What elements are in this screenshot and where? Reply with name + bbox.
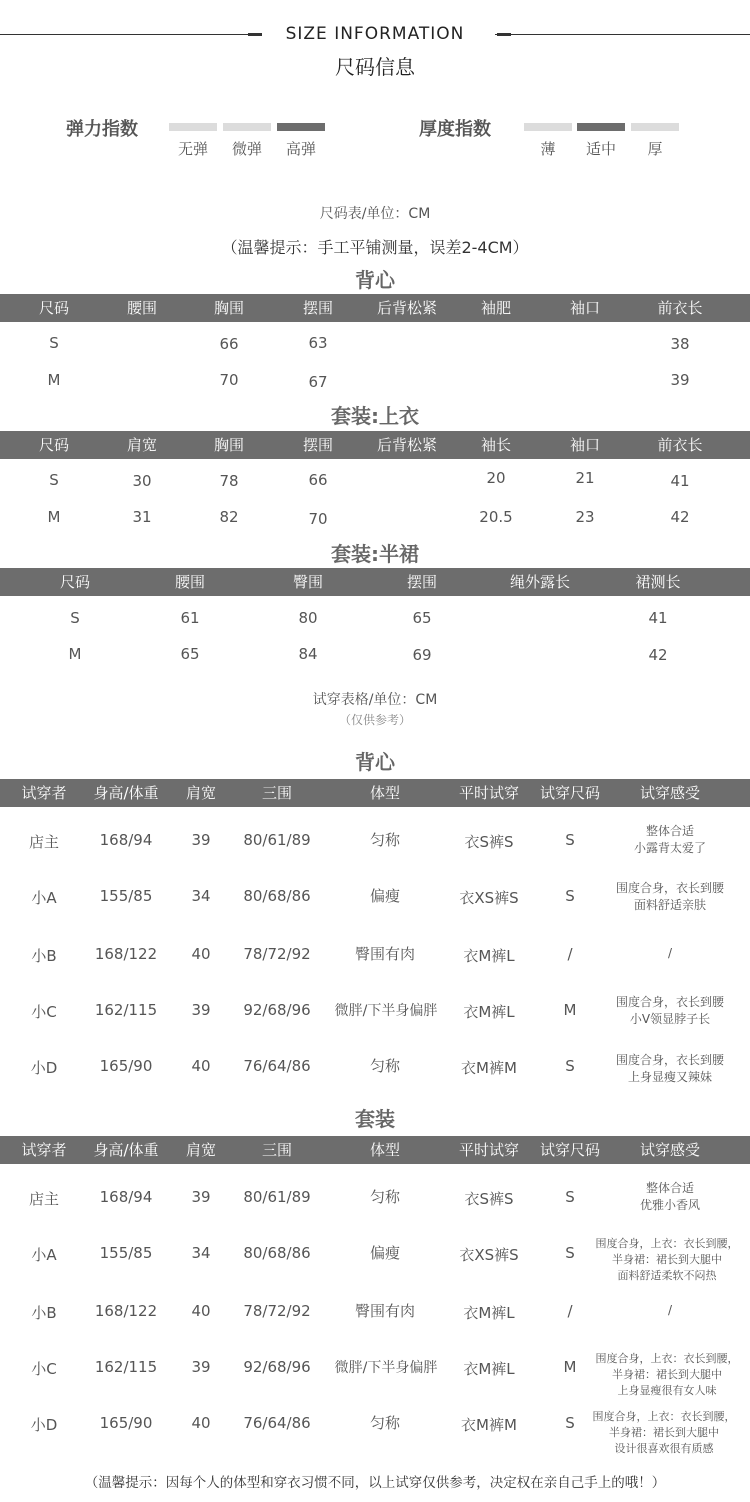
suit-top-header-cell: 胸围 bbox=[213, 436, 244, 454]
table-cell: 围度合身，上衣：衣长到腰， 半身裙：裙长到大腿中 设计很喜欢很有质感 bbox=[592, 1410, 736, 1455]
suit-skirt-header-cell: 臀围 bbox=[292, 573, 323, 591]
fitting-suit-title: 套装 bbox=[355, 1107, 395, 1131]
table-cell: 20.5 bbox=[479, 508, 513, 526]
table-cell: 匀称 bbox=[369, 831, 400, 849]
elasticity-option-high: 高弹 bbox=[285, 140, 316, 158]
thickness-option-thick: 厚 bbox=[647, 140, 663, 158]
table-cell: 65 bbox=[412, 609, 432, 627]
table-cell: 围度合身，衣长到腰 面料舒适亲肤 bbox=[615, 881, 724, 912]
size-chart-unit-note: 尺码表/单位：CM bbox=[319, 206, 431, 222]
table-cell: 155/85 bbox=[99, 887, 153, 905]
table-cell: / bbox=[667, 1303, 673, 1317]
fitting-header-cell: 平时试穿 bbox=[458, 1141, 519, 1159]
fitting-header-cell: 试穿尺码 bbox=[539, 1141, 600, 1159]
table-cell: 小C bbox=[31, 1003, 57, 1021]
table-cell: 80/68/86 bbox=[243, 1244, 311, 1262]
fitting-header-cell: 身高/体重 bbox=[93, 784, 159, 802]
suit-top-header-cell: 袖口 bbox=[569, 436, 600, 454]
table-cell: 155/85 bbox=[99, 1244, 153, 1262]
table-cell: 65 bbox=[180, 645, 200, 663]
vest-size-header-cell: 尺码 bbox=[38, 299, 69, 317]
table-cell: 34 bbox=[191, 1244, 211, 1262]
table-cell: 34 bbox=[191, 887, 211, 905]
table-cell: 40 bbox=[191, 1302, 211, 1320]
table-cell: 31 bbox=[132, 508, 152, 526]
table-cell: M bbox=[47, 371, 61, 389]
table-cell: 78 bbox=[219, 472, 239, 490]
fitting-vest-title: 背心 bbox=[355, 750, 395, 774]
fitting-header-cell: 体型 bbox=[369, 1141, 400, 1159]
thickness-option-thin: 薄 bbox=[540, 140, 556, 158]
table-cell: 84 bbox=[298, 645, 318, 663]
table-cell: 69 bbox=[412, 646, 432, 664]
table-cell: 42 bbox=[648, 646, 668, 664]
table-cell: 微胖/下半身偏胖 bbox=[334, 1360, 438, 1376]
suit-top-size-title: 套装:上衣 bbox=[331, 404, 419, 428]
table-cell: 20 bbox=[486, 469, 506, 487]
suit-skirt-size-header bbox=[0, 568, 750, 596]
vest-size-header-cell: 摆围 bbox=[302, 299, 333, 317]
table-cell: 21 bbox=[575, 469, 595, 487]
table-cell: 整体合适 小露背太爱了 bbox=[633, 824, 706, 855]
table-cell: 70 bbox=[308, 510, 328, 528]
suit-top-header-cell: 肩宽 bbox=[126, 436, 157, 454]
vest-size-header-cell: 袖口 bbox=[569, 299, 600, 317]
table-cell: 围度合身，衣长到腰 小V领显脖子长 bbox=[615, 995, 724, 1026]
table-cell: 23 bbox=[575, 508, 595, 526]
table-cell: S bbox=[565, 831, 575, 849]
thickness-label: 厚度指数 bbox=[419, 119, 491, 140]
table-cell: 店主 bbox=[28, 1190, 59, 1208]
table-cell: 66 bbox=[219, 335, 239, 353]
table-cell: 匀称 bbox=[369, 1057, 400, 1075]
table-cell: 衣M裤M bbox=[461, 1416, 517, 1434]
suit-skirt-header-cell: 绳外露长 bbox=[509, 573, 570, 591]
table-cell: 衣M裤L bbox=[463, 1304, 515, 1322]
vest-size-header-cell: 胸围 bbox=[213, 299, 244, 317]
fitting-suit-header bbox=[0, 1136, 750, 1164]
table-cell: S bbox=[49, 471, 59, 489]
table-cell: 小C bbox=[31, 1360, 57, 1378]
vest-size-header-cell: 腰围 bbox=[126, 299, 157, 317]
table-cell: 围度合身，衣长到腰 上身显瘦又辣妹 bbox=[615, 1053, 724, 1084]
table-cell: S bbox=[565, 1244, 575, 1262]
table-cell: 衣XS裤S bbox=[459, 889, 519, 907]
elasticity-option-slight: 微弹 bbox=[231, 140, 262, 158]
table-cell: 70 bbox=[219, 371, 239, 389]
table-cell: 40 bbox=[191, 1414, 211, 1432]
vest-size-title: 背心 bbox=[355, 268, 395, 292]
thickness-bar-medium bbox=[577, 123, 625, 131]
table-cell: M bbox=[47, 508, 61, 526]
table-cell: S bbox=[565, 1188, 575, 1206]
table-cell: 80/61/89 bbox=[243, 831, 311, 849]
table-cell: 小D bbox=[30, 1059, 58, 1077]
fitting-header-cell: 肩宽 bbox=[185, 784, 216, 802]
table-cell: 偏瘦 bbox=[369, 887, 400, 905]
table-cell: 小A bbox=[31, 1246, 57, 1264]
table-cell: 165/90 bbox=[99, 1414, 153, 1432]
table-cell: 92/68/96 bbox=[243, 1001, 311, 1019]
table-cell: 匀称 bbox=[369, 1414, 400, 1432]
table-cell: 衣M裤L bbox=[463, 1360, 515, 1378]
table-cell: 80/61/89 bbox=[243, 1188, 311, 1206]
fitting-header-cell: 试穿感受 bbox=[639, 784, 700, 802]
table-cell: 61 bbox=[180, 609, 200, 627]
fitting-header-cell: 试穿感受 bbox=[639, 1141, 700, 1159]
table-cell: 衣S裤S bbox=[464, 833, 514, 851]
table-cell: 66 bbox=[308, 471, 328, 489]
table-cell: / bbox=[567, 945, 573, 963]
table-cell: 衣M裤L bbox=[463, 947, 515, 965]
elasticity-bar-slight bbox=[223, 123, 271, 131]
table-cell: 168/94 bbox=[99, 831, 153, 849]
fitting-header-cell: 三围 bbox=[261, 784, 292, 802]
suit-skirt-size-title: 套装:半裙 bbox=[331, 542, 419, 566]
suit-top-header-cell: 前衣长 bbox=[657, 436, 703, 454]
table-cell: S bbox=[565, 887, 575, 905]
table-cell: 38 bbox=[670, 335, 690, 353]
table-cell: 小B bbox=[31, 1304, 57, 1322]
header-title-en: SIZE INFORMATION bbox=[285, 24, 465, 44]
fitting-header-cell: 肩宽 bbox=[185, 1141, 216, 1159]
suit-skirt-header-cell: 摆围 bbox=[406, 573, 437, 591]
table-cell: 39 bbox=[191, 831, 211, 849]
fitting-header-cell: 体型 bbox=[369, 784, 400, 802]
table-cell: S bbox=[565, 1057, 575, 1075]
table-cell: 41 bbox=[670, 472, 690, 490]
table-cell: 衣XS裤S bbox=[459, 1246, 519, 1264]
table-cell: 39 bbox=[191, 1188, 211, 1206]
table-cell: 围度合身，上衣：衣长到腰， 半身裙：裙长到大腿中 面料舒适柔软不闷热 bbox=[595, 1237, 739, 1282]
suit-top-header-cell: 后背松紧 bbox=[376, 436, 437, 454]
vest-size-header bbox=[0, 294, 750, 322]
table-cell: 40 bbox=[191, 945, 211, 963]
table-cell: 78/72/92 bbox=[243, 1302, 311, 1320]
fitting-header-cell: 身高/体重 bbox=[93, 1141, 159, 1159]
table-cell: 42 bbox=[670, 508, 690, 526]
table-cell: 168/94 bbox=[99, 1188, 153, 1206]
header-title-zh: 尺码信息 bbox=[335, 55, 415, 79]
suit-top-size-header bbox=[0, 431, 750, 459]
table-cell: 39 bbox=[191, 1358, 211, 1376]
table-cell: 40 bbox=[191, 1057, 211, 1075]
elasticity-bar-high bbox=[277, 123, 325, 131]
suit-skirt-header-cell: 裙测长 bbox=[635, 573, 681, 591]
table-cell: 168/122 bbox=[94, 945, 158, 963]
thickness-bar-thin bbox=[524, 123, 572, 131]
table-cell: 臀围有肉 bbox=[354, 945, 415, 963]
fitting-unit-note: 试穿表格/单位：CM bbox=[312, 692, 438, 708]
vest-size-header-cell: 后背松紧 bbox=[376, 299, 437, 317]
table-cell: 偏瘦 bbox=[369, 1244, 400, 1262]
suit-skirt-header-cell: 腰围 bbox=[174, 573, 205, 591]
thickness-option-medium: 适中 bbox=[585, 140, 616, 158]
table-cell: 衣M裤M bbox=[461, 1059, 517, 1077]
table-cell: S bbox=[565, 1414, 575, 1432]
table-cell: 小B bbox=[31, 947, 57, 965]
fitting-header-cell: 三围 bbox=[261, 1141, 292, 1159]
table-cell: M bbox=[68, 645, 82, 663]
table-cell: 76/64/86 bbox=[243, 1057, 311, 1075]
table-cell: 店主 bbox=[28, 833, 59, 851]
table-cell: 30 bbox=[132, 472, 152, 490]
fitting-header-cell: 试穿尺码 bbox=[539, 784, 600, 802]
table-cell: 围度合身，上衣：衣长到腰， 半身裙：裙长到大腿中 上身显瘦很有女人味 bbox=[595, 1352, 739, 1397]
fitting-header-cell: 试穿者 bbox=[21, 784, 67, 802]
fitting-header-cell: 平时试穿 bbox=[458, 784, 519, 802]
vest-size-header-cell: 前衣长 bbox=[657, 299, 703, 317]
table-cell: 小D bbox=[30, 1416, 58, 1434]
table-cell: 41 bbox=[648, 609, 668, 627]
table-cell: S bbox=[70, 609, 80, 627]
table-cell: 臀围有肉 bbox=[354, 1302, 415, 1320]
suit-top-header-cell: 摆围 bbox=[302, 436, 333, 454]
table-cell: / bbox=[667, 946, 673, 960]
fitting-vest-header bbox=[0, 779, 750, 807]
thickness-bar-thick bbox=[631, 123, 679, 131]
suit-top-header-cell: 尺码 bbox=[38, 436, 69, 454]
table-cell: 80/68/86 bbox=[243, 887, 311, 905]
elasticity-label: 弹力指数 bbox=[66, 119, 138, 140]
table-cell: M bbox=[563, 1001, 577, 1019]
table-cell: 76/64/86 bbox=[243, 1414, 311, 1432]
table-cell: 67 bbox=[308, 373, 328, 391]
suit-skirt-header-cell: 尺码 bbox=[59, 573, 90, 591]
table-cell: 82 bbox=[219, 508, 239, 526]
table-cell: 衣M裤L bbox=[463, 1003, 515, 1021]
table-cell: 165/90 bbox=[99, 1057, 153, 1075]
size-chart-tip: （温馨提示：手工平铺测量，误差2-4CM） bbox=[221, 238, 529, 257]
table-cell: 63 bbox=[308, 334, 328, 352]
fitting-header-cell: 试穿者 bbox=[21, 1141, 67, 1159]
table-cell: 92/68/96 bbox=[243, 1358, 311, 1376]
elasticity-bar-none bbox=[169, 123, 217, 131]
table-cell: 整体合适 优雅小香风 bbox=[639, 1181, 700, 1212]
table-cell: 168/122 bbox=[94, 1302, 158, 1320]
table-cell: 39 bbox=[191, 1001, 211, 1019]
fitting-ref-note: （仅供参考） bbox=[338, 713, 411, 727]
elasticity-option-none: 无弹 bbox=[177, 140, 208, 158]
suit-top-header-cell: 袖长 bbox=[480, 436, 511, 454]
table-cell: 小A bbox=[31, 889, 57, 907]
table-cell: 162/115 bbox=[94, 1358, 158, 1376]
table-cell: 80 bbox=[298, 609, 318, 627]
table-cell: S bbox=[49, 334, 59, 352]
table-cell: 78/72/92 bbox=[243, 945, 311, 963]
table-cell: 衣S裤S bbox=[464, 1190, 514, 1208]
footer-tip: （温馨提示：因每个人的体型和穿衣习惯不同，以上试穿仅供参考，决定权在亲自己手上的哦！） bbox=[84, 1475, 666, 1491]
table-cell: M bbox=[563, 1358, 577, 1376]
table-cell: / bbox=[567, 1302, 573, 1320]
table-cell: 162/115 bbox=[94, 1001, 158, 1019]
vest-size-header-cell: 袖肥 bbox=[480, 299, 511, 317]
table-cell: 匀称 bbox=[369, 1188, 400, 1206]
table-cell: 39 bbox=[670, 371, 690, 389]
table-cell: 微胖/下半身偏胖 bbox=[334, 1003, 438, 1019]
